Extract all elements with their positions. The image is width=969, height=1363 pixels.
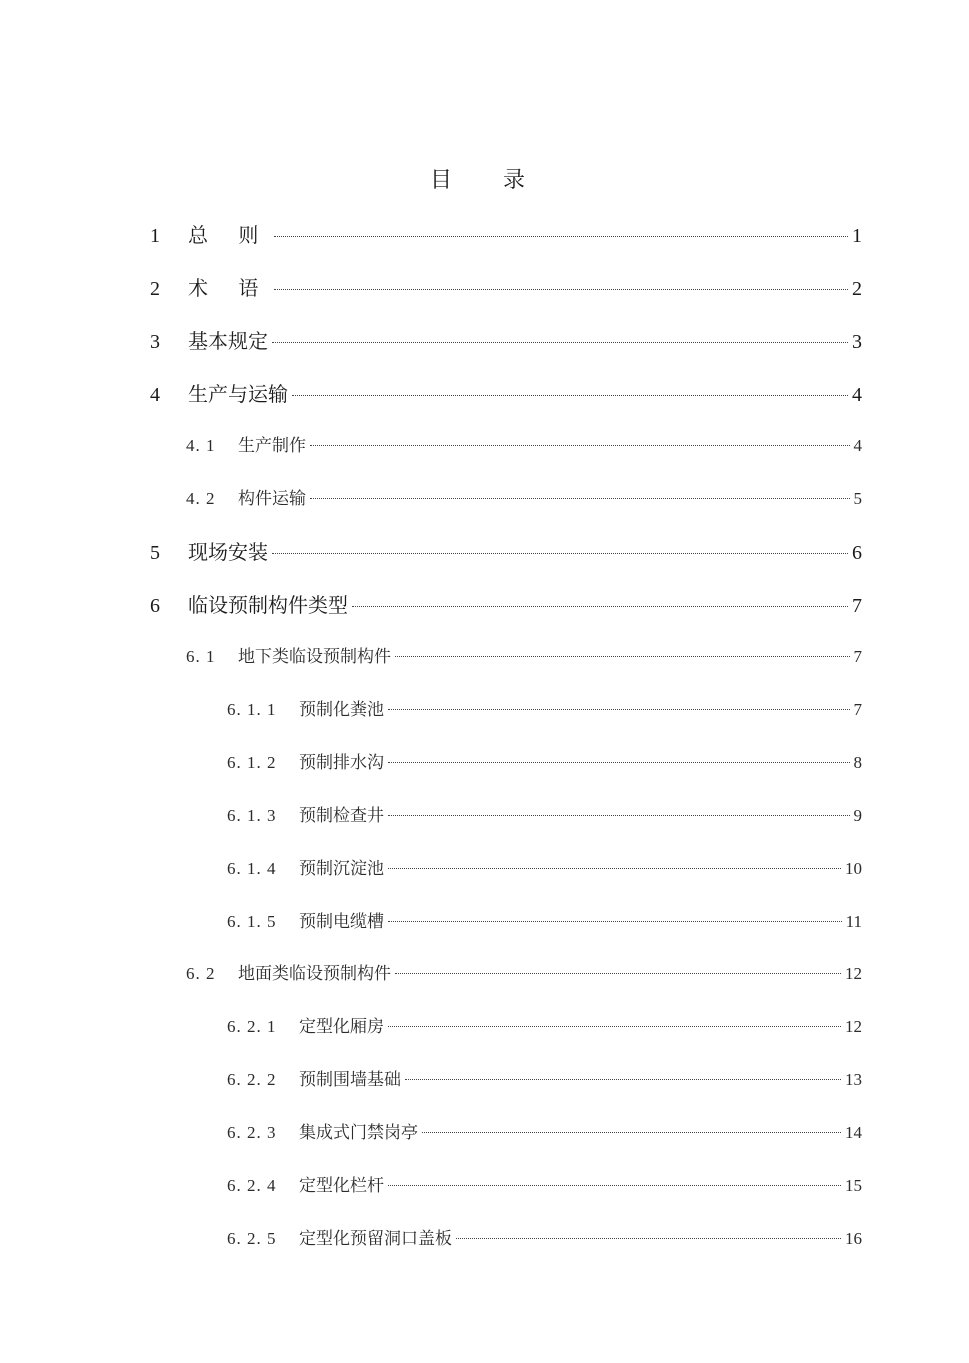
toc-entry-label: 预制检查井 xyxy=(299,806,384,826)
toc-entry-page: 7 xyxy=(852,595,862,617)
toc-entry-number: 5 xyxy=(150,542,160,564)
toc-entry-2[interactable] xyxy=(150,273,862,303)
toc-entry-number: 6. 2. 3 xyxy=(227,1123,277,1142)
dot-leader xyxy=(388,709,850,710)
toc-entry-3[interactable] xyxy=(150,326,862,356)
toc-entry-6-2-3[interactable] xyxy=(227,1118,862,1148)
toc-entry-number: 6. 1. 1 xyxy=(227,700,277,719)
toc-entry-number: 6. 2. 4 xyxy=(227,1176,277,1195)
dot-leader xyxy=(388,1185,841,1186)
toc-entry-label: 预制电缆槽 xyxy=(299,912,384,932)
toc-entry-page: 12 xyxy=(845,964,862,983)
toc-entry-page: 2 xyxy=(852,278,862,300)
dot-leader xyxy=(274,236,848,237)
toc-entry-label: 预制沉淀池 xyxy=(299,859,384,879)
toc-entry-label: 定型化厢房 xyxy=(299,1017,384,1037)
toc-entry-label: 预制化粪池 xyxy=(299,700,384,720)
toc-entry-page: 8 xyxy=(853,753,862,772)
toc-entry-page: 4 xyxy=(852,384,862,406)
toc-entry-label: 基本规定 xyxy=(188,329,268,353)
toc-entry-label: 集成式门禁岗亭 xyxy=(299,1123,418,1143)
toc-entry-page: 14 xyxy=(845,1123,862,1142)
toc-entry-page: 5 xyxy=(853,489,862,508)
toc-entry-label: 地面类临设预制构件 xyxy=(238,964,391,984)
toc-entry-label: 预制围墙基础 xyxy=(299,1070,401,1090)
dot-leader xyxy=(272,553,848,554)
toc-entry-page: 3 xyxy=(852,331,862,353)
toc-entry-label: 总 则 xyxy=(188,223,271,247)
dot-leader xyxy=(274,289,848,290)
toc-entry-6-1[interactable] xyxy=(186,642,862,672)
toc-entry-6-2[interactable] xyxy=(186,959,862,989)
dot-leader xyxy=(456,1238,841,1239)
toc-entry-number: 2 xyxy=(150,278,160,300)
toc-entry-number: 6. 2. 1 xyxy=(227,1017,277,1036)
toc-entry-number: 6. 1 xyxy=(186,647,216,666)
dot-leader xyxy=(352,606,848,607)
toc-entry-label: 地下类临设预制构件 xyxy=(238,647,391,667)
toc-entry-page: 12 xyxy=(845,1017,862,1036)
dot-leader xyxy=(388,815,850,816)
toc-entry-number: 4 xyxy=(150,384,160,406)
toc-entry-6-1-3[interactable] xyxy=(227,801,862,831)
toc-entry-label: 生产制作 xyxy=(238,436,306,456)
dot-leader xyxy=(388,1026,841,1027)
toc-entry-4[interactable] xyxy=(150,379,862,409)
dot-leader xyxy=(422,1132,841,1133)
toc-entry-page: 7 xyxy=(853,647,862,666)
toc-entry-number: 6. 1. 3 xyxy=(227,806,277,825)
toc-entry-6-1-2[interactable] xyxy=(227,748,862,778)
toc-entry-number: 1 xyxy=(150,225,160,247)
toc-entry-4-2[interactable] xyxy=(186,484,862,514)
dot-leader xyxy=(388,921,842,922)
dot-leader xyxy=(292,395,848,396)
toc-entry-page: 15 xyxy=(845,1176,862,1195)
toc-entry-page: 13 xyxy=(845,1070,862,1089)
toc-entry-number: 6. 2 xyxy=(186,964,216,983)
dot-leader xyxy=(310,445,850,446)
dot-leader xyxy=(405,1079,841,1080)
dot-leader xyxy=(272,342,848,343)
toc-entry-6-1-5[interactable] xyxy=(227,907,862,937)
toc-entry-page: 9 xyxy=(853,806,862,825)
toc-entry-6-2-2[interactable] xyxy=(227,1065,862,1095)
toc-entry-number: 6. 2. 2 xyxy=(227,1070,277,1089)
toc-entry-6-1-1[interactable] xyxy=(227,695,862,725)
toc-entry-label: 预制排水沟 xyxy=(299,753,384,773)
toc-entry-label: 定型化栏杆 xyxy=(299,1176,384,1196)
toc-entry-number: 6. 1. 2 xyxy=(227,753,277,772)
toc-entry-label: 现场安装 xyxy=(188,540,268,564)
dot-leader xyxy=(395,973,841,974)
toc-entry-label: 临设预制构件类型 xyxy=(188,593,348,617)
toc-entry-number: 6. 1. 4 xyxy=(227,859,277,878)
dot-leader xyxy=(310,498,850,499)
dot-leader xyxy=(395,656,850,657)
toc-entry-number: 6 xyxy=(150,595,160,617)
toc-entry-6-2-5[interactable] xyxy=(227,1224,862,1254)
toc-entry-page: 7 xyxy=(853,700,862,719)
toc-entry-page: 1 xyxy=(852,225,862,247)
toc-entry-page: 6 xyxy=(852,542,862,564)
toc-entry-page: 11 xyxy=(845,912,862,931)
toc-entry-label: 术 语 xyxy=(188,276,271,300)
toc-entry-6-1-4[interactable] xyxy=(227,854,862,884)
toc-entry-6-2-1[interactable] xyxy=(227,1012,862,1042)
toc-title: 目 录 xyxy=(430,168,547,193)
toc-entry-6[interactable] xyxy=(150,590,862,620)
toc-entry-number: 3 xyxy=(150,331,160,353)
toc-entry-number: 4. 2 xyxy=(186,489,216,508)
toc-entry-number: 6. 2. 5 xyxy=(227,1229,277,1248)
toc-entry-number: 4. 1 xyxy=(186,436,216,455)
toc-entry-label: 生产与运输 xyxy=(188,382,288,406)
toc-entry-page: 10 xyxy=(845,859,862,878)
dot-leader xyxy=(388,762,850,763)
dot-leader xyxy=(388,868,841,869)
toc-entry-6-2-4[interactable] xyxy=(227,1171,862,1201)
toc-entry-1[interactable] xyxy=(150,220,862,250)
toc-entry-label: 构件运输 xyxy=(238,489,306,509)
toc-entry-page: 16 xyxy=(845,1229,862,1248)
toc-entry-number: 6. 1. 5 xyxy=(227,912,277,931)
toc-entry-page: 4 xyxy=(853,436,862,455)
toc-entry-label: 定型化预留洞口盖板 xyxy=(299,1229,452,1249)
toc-entry-5[interactable] xyxy=(150,537,862,567)
toc-entry-4-1[interactable] xyxy=(186,431,862,461)
